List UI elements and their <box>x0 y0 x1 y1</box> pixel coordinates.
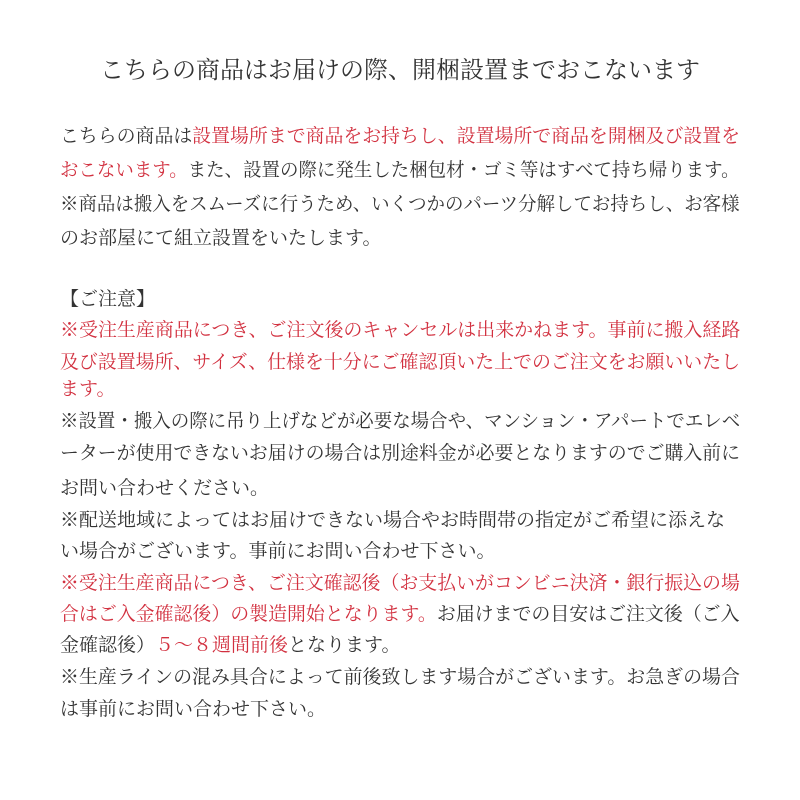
note-line-1 <box>60 313 740 347</box>
note-highlight-segment: ます。 <box>60 378 116 400</box>
note-line-2 <box>60 345 740 379</box>
intro-highlight-segment: 設置場所まで商品をお持ちし、設置場所で商品を開梱及び設置を <box>192 125 741 147</box>
intro-text-segment: ※商品は搬入をスムーズに行うため、いくつかのパーツ分解してお持ちし、お客様 <box>60 193 740 215</box>
note-line-4 <box>60 404 740 438</box>
note-highlight-segment: ５〜８週間前後 <box>155 634 289 656</box>
intro-highlight-segment: おこないます。 <box>60 159 188 181</box>
note-text-segment: お届けまでの目安はご注文後（ご入 <box>436 603 740 625</box>
note-highlight-segment: 及び設置場所、サイズ、仕様を十分にご確認頂いた上でのご注文をお願いいたし <box>60 351 741 373</box>
note-text-segment: は事前にお問い合わせ下さい。 <box>60 698 327 720</box>
intro-line-4 <box>60 221 381 255</box>
note-text-segment: となります。 <box>288 634 401 656</box>
note-line-8 <box>60 534 495 568</box>
note-line-7 <box>60 503 725 537</box>
note-line-13 <box>60 692 326 726</box>
notes-heading: 【ご注意】 <box>60 288 156 310</box>
intro-text-segment: こちらの商品は <box>60 125 193 147</box>
intro-line-2 <box>60 153 740 187</box>
note-highlight-segment: 合はご入金確認後）の製造開始となります。 <box>60 603 437 625</box>
note-text-segment: 金確認後） <box>60 634 156 656</box>
intro-line-1 <box>60 119 740 153</box>
note-line-5 <box>60 436 740 470</box>
intro-line-3 <box>60 187 740 221</box>
note-line-12 <box>60 660 740 694</box>
intro-text-segment: また、設置の際に発生した梱包材・ゴミ等はすべて持ち帰ります。 <box>187 159 740 181</box>
note-text-segment: お問い合わせください。 <box>60 477 270 499</box>
note-text-segment: ーターが使用できないお届けの場合は別途料金が必要となりますのでご購入前に <box>60 442 741 464</box>
note-line-11 <box>60 628 401 662</box>
note-line-10 <box>60 597 739 631</box>
note-line-3 <box>60 372 115 406</box>
note-text-segment: い場合がございます。事前にお問い合わせ下さい。 <box>60 540 496 562</box>
note-highlight-segment: ※受注生産商品につき、ご注文確認後（お支払いがコンビニ決済・銀行振込の場 <box>60 572 740 594</box>
note-line-6 <box>60 471 269 505</box>
note-text-segment: ※配送地域によってはお届けできない場合やお時間帯の指定がご希望に添えな <box>60 509 726 531</box>
note-line-9 <box>60 566 740 600</box>
note-text-segment: ※設置・搬入の際に吊り上げなどが必要な場合や、マンション・アパートでエレベ <box>60 410 741 432</box>
page-title: こちらの商品はお届けの際、開梱設置までおこないます <box>100 56 700 84</box>
note-highlight-segment: ※受注生産商品につき、ご注文後のキャンセルは出来かねます。事前に搬入経路 <box>60 319 741 341</box>
intro-text-segment: のお部屋にて組立設置をいたします。 <box>60 227 382 249</box>
note-text-segment: ※生産ラインの混み具合によって前後致します場合がございます。お急ぎの場合 <box>60 666 740 688</box>
